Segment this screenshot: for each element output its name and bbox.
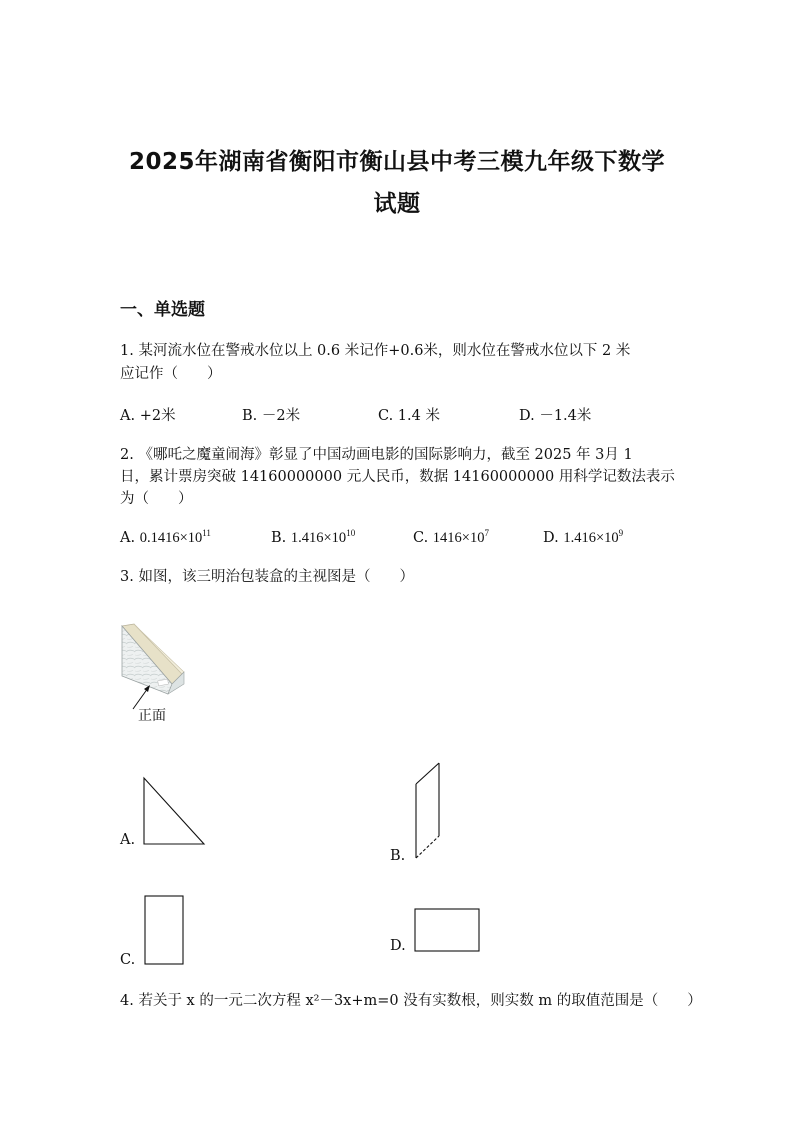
q3-option-a-label[interactable]: A. xyxy=(120,832,136,848)
question-2-line3: 为（ ） xyxy=(120,491,193,507)
q1-option-a[interactable]: A. +2米 xyxy=(120,408,176,424)
q2-option-c-base: 1416×10 xyxy=(432,529,485,546)
q2-option-b-base: 1.416×10 xyxy=(290,529,347,546)
q3-option-c-rectangle[interactable] xyxy=(144,895,186,967)
q3-option-c-label[interactable]: C. xyxy=(120,952,136,968)
q2-option-a-exp: 11 xyxy=(202,528,211,538)
q1-option-d[interactable]: D. －1.4米 xyxy=(519,408,592,424)
q2-option-a-prefix: A. xyxy=(120,529,136,546)
q2-option-b[interactable] xyxy=(271,528,355,547)
q2-option-d[interactable] xyxy=(543,528,623,547)
q3-option-b-label[interactable]: B. xyxy=(390,848,406,864)
q2-option-a[interactable] xyxy=(120,528,211,547)
q1-option-c[interactable]: C. 1.4 米 xyxy=(378,408,440,424)
q3-option-d-rectangle[interactable] xyxy=(414,908,482,954)
question-2-line1: 2. 《哪吒之魔童闹海》彰显了中国动画电影的国际影响力，截至 2025 年 3月 1 xyxy=(120,447,633,463)
q2-option-d-base: 1.416×10 xyxy=(563,529,619,546)
question-1-line1: 1. 某河流水位在警戒水位以上 0.6 米记作+0.6米，则水位在警戒水位以下 2 米 xyxy=(120,343,631,359)
q2-option-a-base: 0.1416×10 xyxy=(139,529,203,546)
q2-option-d-exp: 9 xyxy=(618,528,624,538)
q2-option-b-exp: 10 xyxy=(346,528,356,538)
q2-option-c[interactable] xyxy=(413,528,489,547)
q3-option-d-label[interactable]: D. xyxy=(390,938,406,954)
q3-option-a-triangle[interactable] xyxy=(143,777,207,847)
front-view-label: 正面 xyxy=(138,708,166,724)
q2-option-d-prefix: D. xyxy=(543,529,559,546)
section-heading: 一、单选题 xyxy=(120,300,205,320)
page-title: 2025年湖南省衡阳市衡山县中考三模九年级下数学 xyxy=(128,149,665,175)
page-title-line2: 试题 xyxy=(373,191,421,217)
q2-option-b-prefix: B. xyxy=(271,529,287,546)
question-2-line2: 日，累计票房突破 14160000000 元人民币，数据 14160000000 用科学记数法表示 xyxy=(120,469,675,485)
q2-option-c-prefix: C. xyxy=(413,529,429,546)
q2-option-c-exp: 7 xyxy=(484,528,489,538)
question-1-line2: 应记作（ ） xyxy=(120,366,222,382)
q3-option-b-parallelogram[interactable] xyxy=(414,762,444,862)
q1-option-b[interactable]: B. －2米 xyxy=(242,408,301,424)
question-3-text: 3. 如图，该三明治包装盒的主视图是（ ） xyxy=(120,569,414,585)
question-4-text: 4. 若关于 x 的一元二次方程 x²－3x+m=0 没有实数根，则实数 m 的取值范围是（ ） xyxy=(120,993,702,1009)
